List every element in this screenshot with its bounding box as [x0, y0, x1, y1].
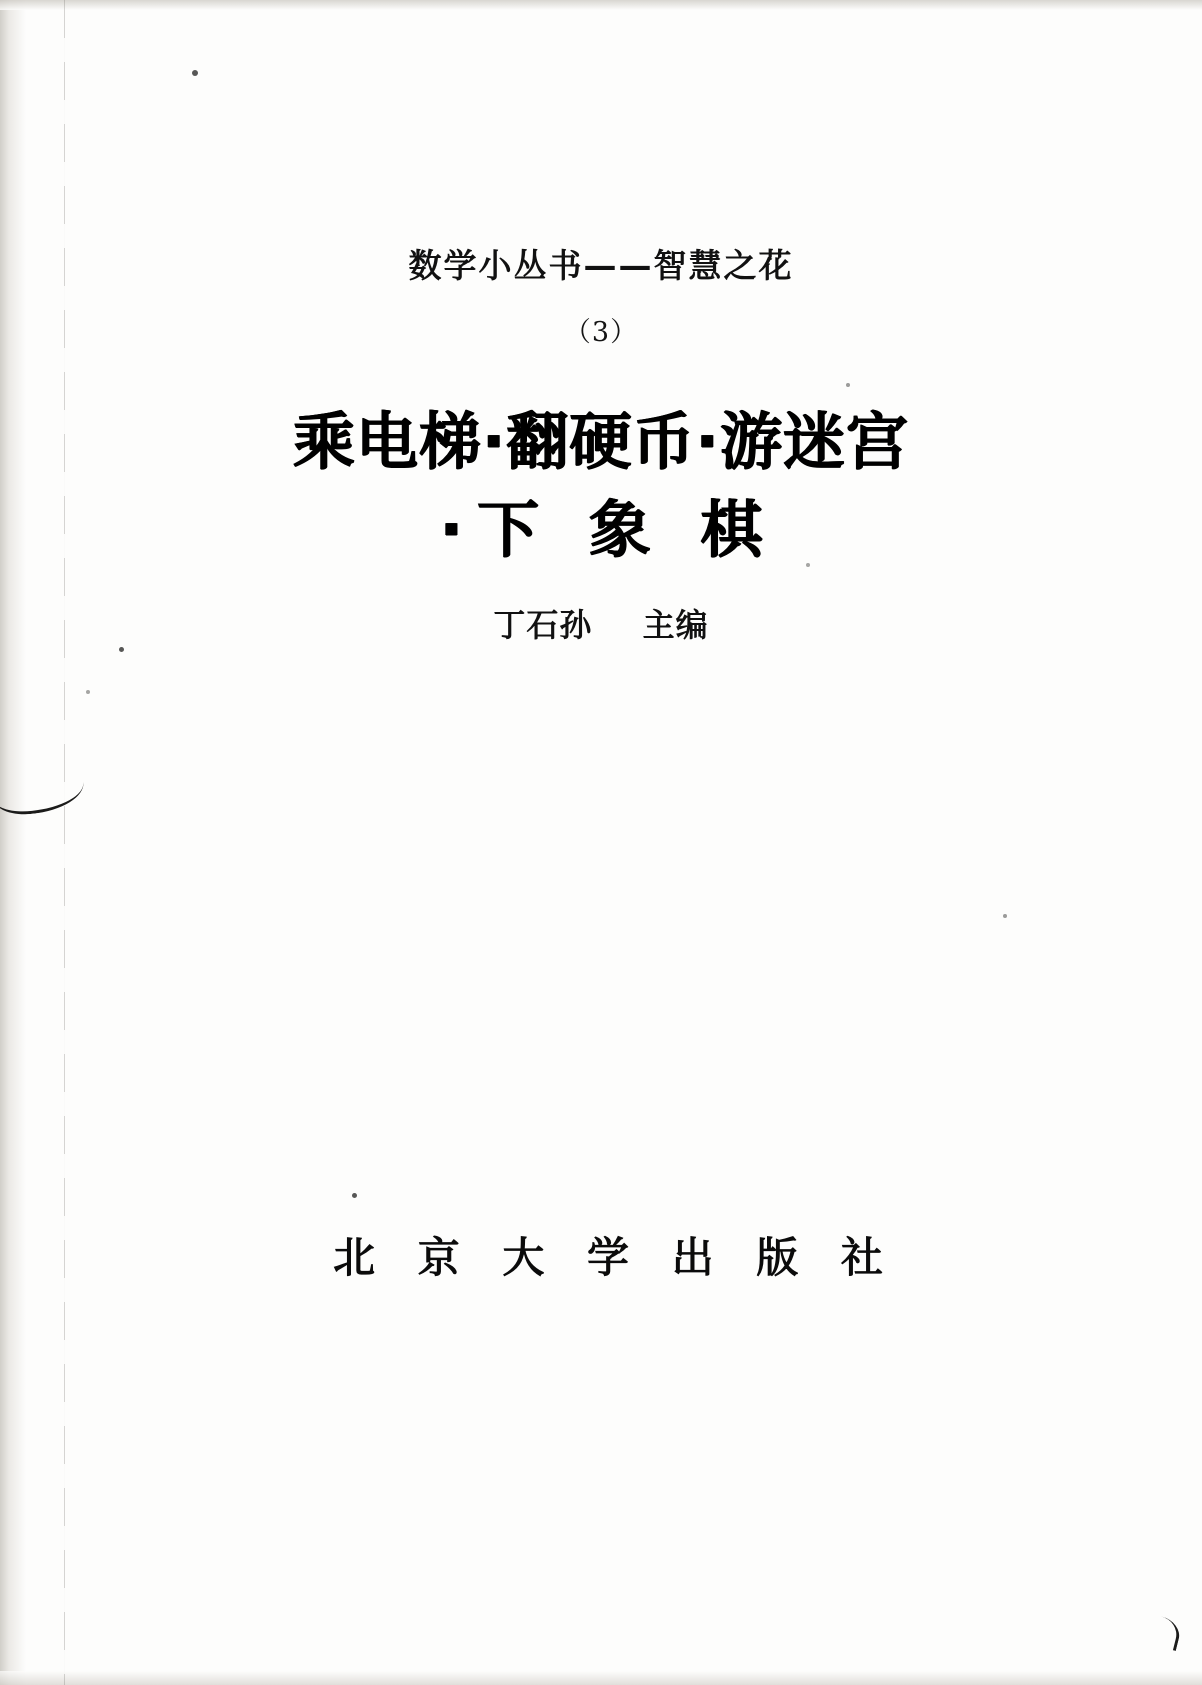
editor-credit [0, 600, 1202, 646]
scan-speck [86, 690, 90, 694]
series-volume-number: （3） [563, 317, 639, 348]
page-edge-shadow-bottom [0, 1671, 1202, 1685]
scan-ink-curve-mark [0, 765, 86, 817]
publisher-name: 北 京 大 学 出 版 社 [333, 1233, 897, 1282]
scan-speck [1003, 914, 1007, 918]
book-title [0, 398, 1202, 574]
scan-speck [846, 383, 850, 387]
editor-name: 丁石孙 [493, 606, 593, 644]
book-title-line-2: ·下 象 棋 [439, 493, 777, 566]
scan-speck [352, 1193, 357, 1198]
scan-corner-mark [1140, 1613, 1183, 1651]
page-edge-shadow-top [0, 0, 1202, 10]
scan-speck [119, 647, 124, 652]
series-title: 数学小丛书——智慧之花 [408, 246, 794, 285]
editor-role: 主编 [642, 606, 709, 644]
book-title-line-1: 乘电梯·翻硬币·游迷宫 [292, 405, 910, 478]
scan-speck [192, 70, 198, 76]
